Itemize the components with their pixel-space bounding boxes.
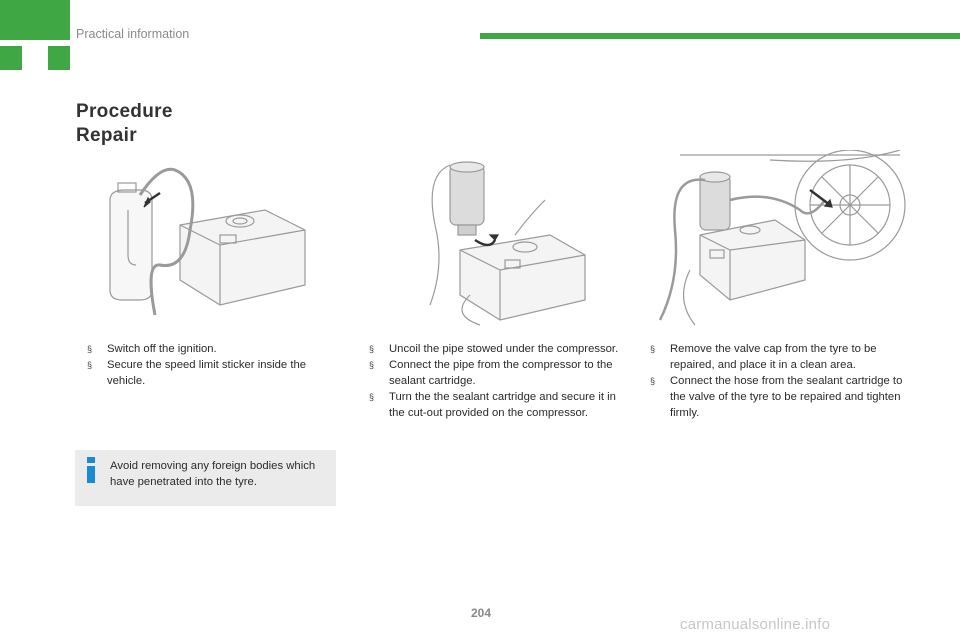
bullet-icon: § [87,360,93,370]
bullet-icon: § [650,344,656,354]
info-note-text: Avoid removing any foreign bodies which have penetrated into the tyre. [110,460,316,488]
list-item: § Uncoil the pipe stowed under the compressor. [369,343,619,355]
title-repair: Repair [76,125,137,146]
header-accent-bar [480,33,960,39]
chapter-tab-icon [0,0,70,70]
page-number: 204 [470,606,492,620]
title-procedure: Procedure [76,101,173,122]
illustration-cartridge-compressor [100,155,310,325]
steps-column-3 [648,341,904,421]
bullet-icon: § [87,344,93,354]
bullet-icon: § [369,360,375,370]
illustration-cartridge-mounting [420,155,590,330]
list-item: § Secure the speed limit sticker inside the vehicle. [87,359,307,387]
list-item: § Connect the hose from the sealant cartridge to the valve of the tyre to be repaired and tighten firmly. [650,375,903,419]
steps-column-2 [367,341,623,421]
list-item: § Switch off the ignition. [87,343,217,355]
bullet-icon: § [369,344,375,354]
illustration-connect-wheel [650,150,910,330]
steps-column-1 [85,341,325,389]
list-item: § Connect the pipe from the compressor to the sealant cartridge. [369,359,613,387]
header-section-title: Practical information [76,27,190,41]
list-item: § Remove the valve cap from the tyre to be repaired, and place it in a clean area. [650,343,877,371]
bullet-icon: § [650,376,656,386]
info-icon [85,457,97,483]
list-item: § Turn the the sealant cartridge and secure it in the cut-out provided on the compressor. [369,391,616,419]
info-note [75,450,336,506]
watermark: carmanualsonline.info [680,616,831,633]
bullet-icon: § [369,392,375,402]
